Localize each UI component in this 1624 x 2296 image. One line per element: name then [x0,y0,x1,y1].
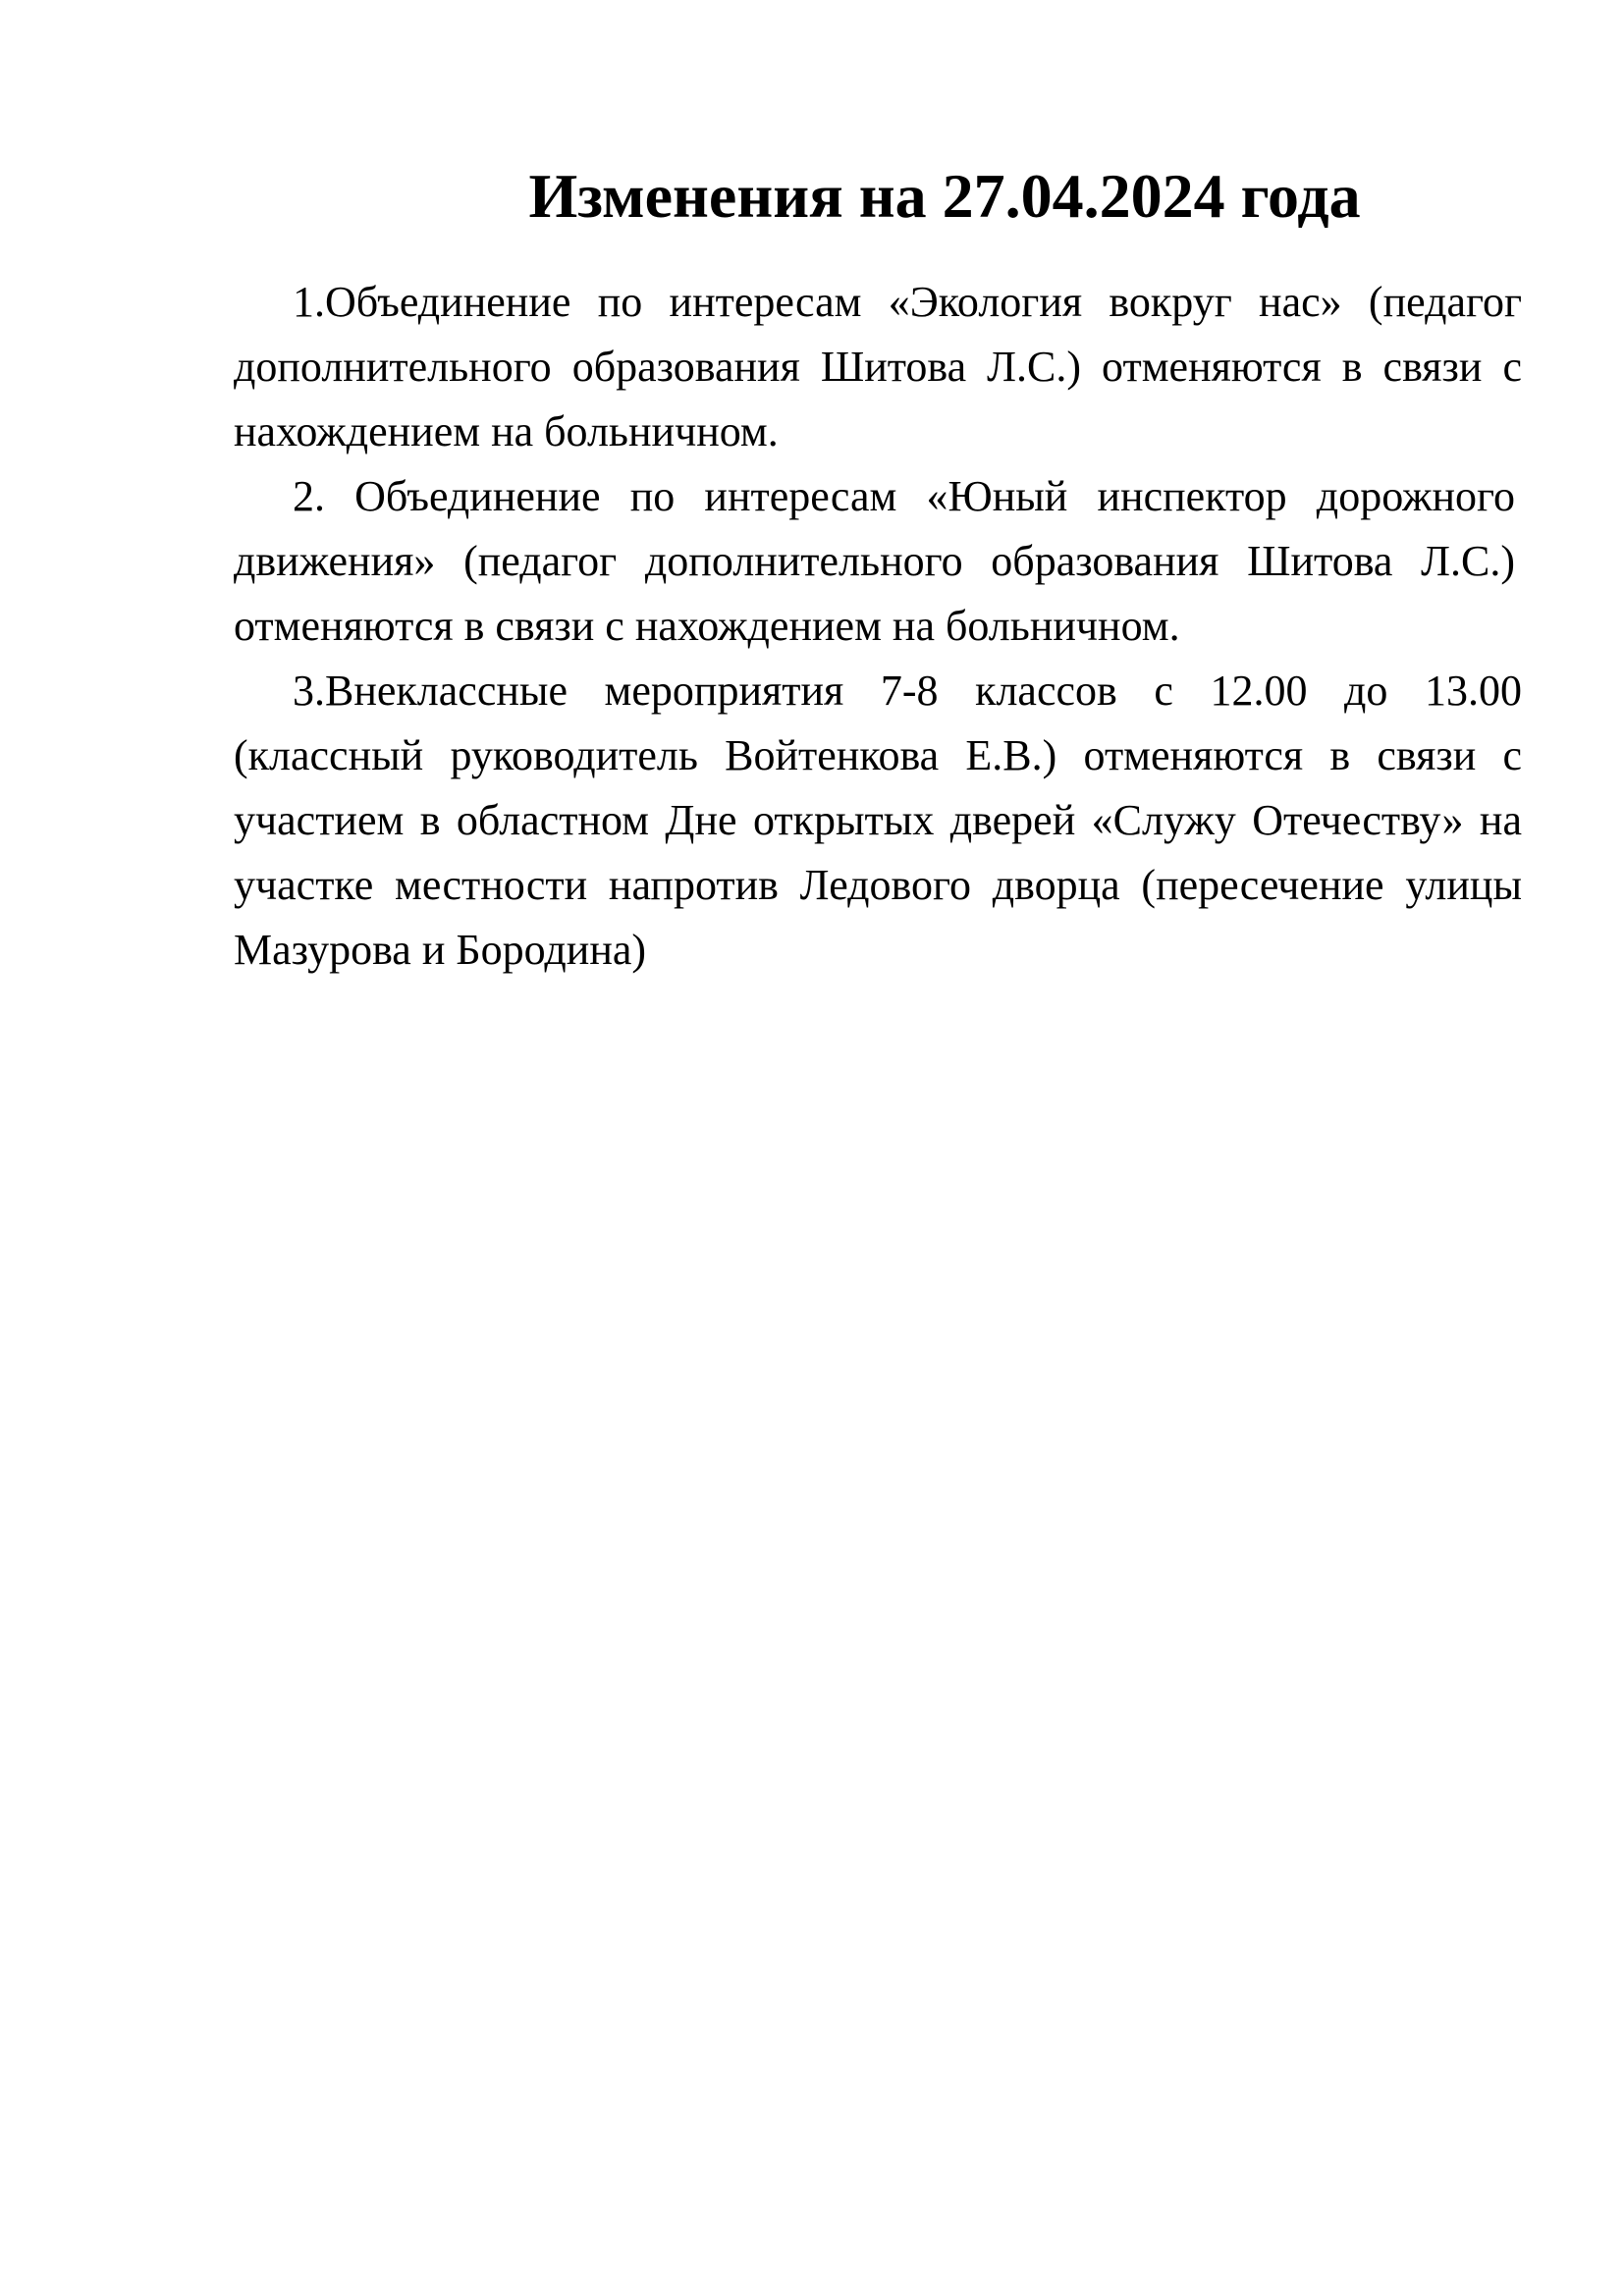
document-title: Изменения на 27.04.2024 года [528,161,1361,231]
change-item-3: 3.Внеклассные мероприятия 7-8 классов с 12.00 до 13.00 (классный руководитель Войтенкова Е.В.) отменяются в связи с участием в областном Дне открытых дверей «Служу Отечеству» на участке местности напротив Ледового дворца (пересечение улицы Мазурова и Бородина) [234,667,1522,974]
change-item-1: 1.Объединение по интересам «Экология вокруг нас» (педагог дополнительного образования Шитова Л.С.) отменяются в связи с нахождением на больничном. [234,278,1522,455]
document-body [234,270,1522,983]
change-item-2: 2. Объединение по интересам «Юный инспектор дорожного движения» (педагог дополнительного образования Шитова Л.С.) отменяются в связи с нахождением на больничном. [234,472,1515,650]
